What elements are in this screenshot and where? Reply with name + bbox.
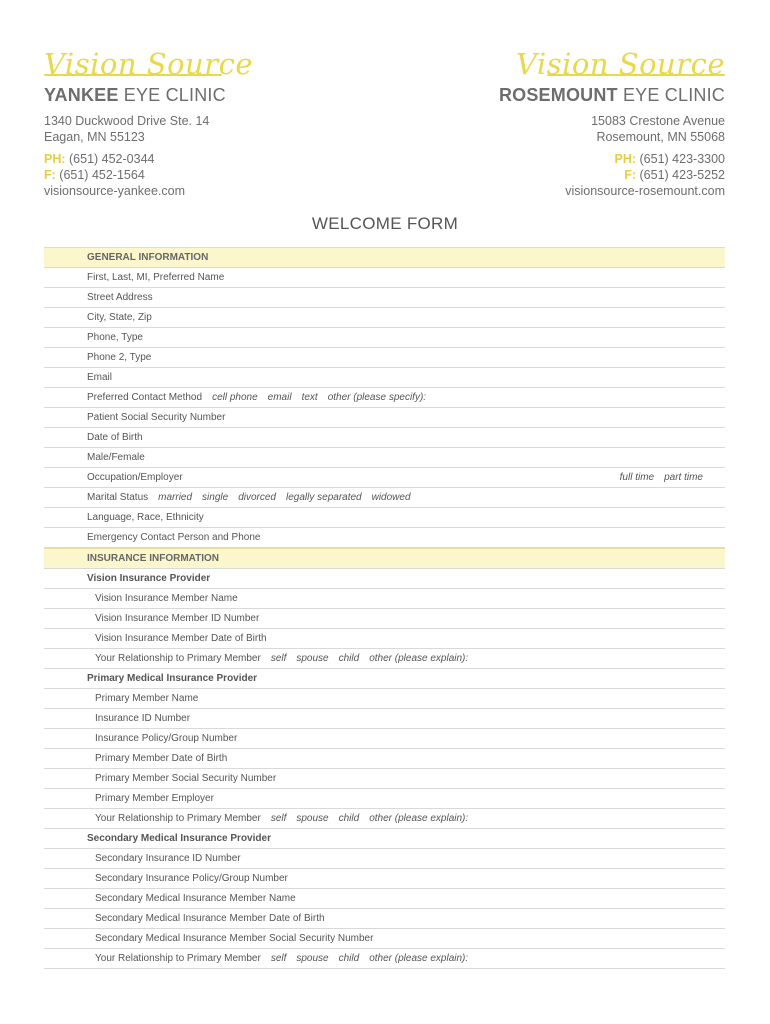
website: visionsource-rosemount.com	[565, 184, 725, 198]
phone-line	[425, 151, 725, 167]
form-row-vision-member-name[interactable]	[44, 589, 725, 609]
field-label: Vision Insurance Member Name	[95, 593, 238, 604]
field-label: Vision Insurance Provider	[87, 573, 211, 584]
fax-label: F:	[624, 168, 637, 182]
form-row-sex[interactable]	[44, 448, 725, 468]
form-row-occupation[interactable]	[44, 468, 725, 488]
field-label: Patient Social Security Number	[87, 412, 226, 423]
form-row-secondary-member-name[interactable]	[44, 889, 725, 909]
form-title: WELCOME FORM	[311, 214, 459, 233]
phone-line	[44, 151, 344, 167]
yankee-clinic-header	[44, 48, 344, 199]
option-self[interactable]: self	[270, 653, 287, 664]
option-widowed[interactable]: widowed	[371, 492, 411, 503]
section-header-label: GENERAL INFORMATION	[87, 252, 209, 263]
vision-source-logo	[44, 48, 344, 82]
clinic-contact	[44, 151, 344, 199]
option-other[interactable]: other (please explain):	[369, 653, 469, 664]
section-header-general	[44, 247, 725, 268]
option-divorced[interactable]: divorced	[238, 492, 276, 503]
welcome-form	[44, 247, 725, 969]
form-row-phone2[interactable]	[44, 348, 725, 368]
field-label: Primary Member Name	[95, 693, 199, 704]
form-row-secondary-id[interactable]	[44, 849, 725, 869]
form-row-secondary-ssn[interactable]	[44, 929, 725, 949]
form-row-primary-relationship[interactable]	[44, 809, 725, 829]
field-label: Secondary Medical Insurance Provider	[87, 833, 271, 844]
address-line-1: 15083 Crestone Avenue	[591, 114, 725, 128]
field-label: Your Relationship to Primary Member	[95, 653, 261, 664]
option-part-time[interactable]: part time	[664, 472, 703, 483]
field-label: Secondary Medical Insurance Member Social Security Number	[95, 933, 374, 944]
field-label-with-options	[87, 488, 411, 507]
field-label-with-options	[95, 949, 468, 968]
field-label: Primary Member Employer	[95, 793, 214, 804]
field-label: Male/Female	[87, 452, 145, 463]
form-row-ssn[interactable]	[44, 408, 725, 428]
field-label: First, Last, MI, Preferred Name	[87, 272, 225, 283]
field-label: Insurance ID Number	[95, 713, 191, 724]
option-other[interactable]: other (please specify):	[327, 392, 427, 403]
fax-number: (651) 452-1564	[55, 168, 145, 182]
field-label: Vision Insurance Member ID Number	[95, 613, 260, 624]
form-row-vision-member-id[interactable]	[44, 609, 725, 629]
option-self[interactable]: self	[270, 953, 287, 964]
option-spouse[interactable]: spouse	[296, 953, 329, 964]
field-label: City, State, Zip	[87, 312, 152, 323]
form-row-secondary-policy[interactable]	[44, 869, 725, 889]
option-full-time[interactable]: full time	[619, 472, 655, 483]
address-line-2: Rosemount, MN 55068	[596, 130, 725, 144]
field-label: Secondary Medical Insurance Member Name	[95, 893, 296, 904]
field-label: Secondary Medical Insurance Member Date of Birth	[95, 913, 325, 924]
form-row-city[interactable]	[44, 308, 725, 328]
field-label: Primary Member Social Security Number	[95, 773, 277, 784]
field-label-with-options	[95, 809, 468, 828]
field-label: Primary Member Date of Birth	[95, 753, 228, 764]
field-label: Phone 2, Type	[87, 352, 152, 363]
field-label: Primary Medical Insurance Provider	[87, 673, 258, 684]
fax-line	[44, 167, 344, 183]
option-child[interactable]: child	[338, 653, 360, 664]
clinic-name-bold: ROSEMOUNT	[498, 85, 618, 105]
field-label-with-options	[87, 388, 426, 407]
clinic-name	[425, 84, 725, 106]
form-row-street[interactable]	[44, 288, 725, 308]
form-row-name[interactable]	[44, 268, 725, 288]
clinic-name-rest: EYE CLINIC	[617, 85, 725, 105]
field-label: Date of Birth	[87, 432, 143, 443]
marital-options	[148, 492, 410, 503]
field-label: Preferred Contact Method	[87, 392, 203, 403]
phone-label: PH:	[44, 152, 66, 166]
vision-source-logo	[425, 48, 725, 82]
logo-wordmark: Vision Source	[516, 47, 725, 81]
website: visionsource-yankee.com	[44, 184, 186, 198]
form-row-vision-provider[interactable]	[44, 569, 725, 589]
section-header-insurance	[44, 548, 725, 569]
relationship-options	[261, 653, 468, 664]
phone-number: (651) 452-0344	[65, 152, 155, 166]
form-row-marital[interactable]	[44, 488, 725, 508]
rosemount-clinic-header	[425, 48, 725, 199]
relationship-options	[261, 953, 468, 964]
form-row-secondary-relationship[interactable]	[44, 949, 725, 969]
field-label: Insurance Policy/Group Number	[95, 733, 238, 744]
field-label: Secondary Insurance ID Number	[95, 853, 241, 864]
fax-line	[425, 167, 725, 183]
field-label: Your Relationship to Primary Member	[95, 953, 261, 964]
section-header-label: INSURANCE INFORMATION	[87, 553, 220, 564]
phone-label: PH:	[614, 152, 637, 166]
fax-label: F:	[44, 168, 56, 182]
form-row-primary-employer[interactable]	[44, 789, 725, 809]
field-label: Email	[87, 372, 113, 383]
employment-options	[610, 468, 703, 487]
form-row-contact-method[interactable]	[44, 388, 725, 408]
form-row-primary-policy[interactable]	[44, 729, 725, 749]
form-row-language[interactable]	[44, 508, 725, 528]
form-row-secondary-dob[interactable]	[44, 909, 725, 929]
phone-number: (651) 423-3300	[636, 152, 725, 166]
field-label: Language, Race, Ethnicity	[87, 512, 204, 523]
address-line-2: Eagan, MN 55123	[44, 130, 145, 144]
option-spouse[interactable]: spouse	[296, 653, 329, 664]
option-child[interactable]: child	[338, 953, 360, 964]
field-label: Phone, Type	[87, 332, 143, 343]
form-row-secondary-provider[interactable]	[44, 829, 725, 849]
field-label: Secondary Insurance Policy/Group Number	[95, 873, 288, 884]
clinic-contact	[425, 151, 725, 199]
form-row-primary-provider[interactable]	[44, 669, 725, 689]
address-line-1: 1340 Duckwood Drive Ste. 14	[44, 114, 210, 128]
clinic-address	[425, 113, 725, 145]
field-label: Occupation/Employer	[87, 472, 183, 483]
field-label: Your Relationship to Primary Member	[95, 813, 261, 824]
option-other[interactable]: other (please explain):	[369, 813, 469, 824]
clinic-name	[44, 84, 344, 106]
form-row-vision-relationship[interactable]	[44, 649, 725, 669]
contact-options	[202, 392, 426, 403]
clinic-name-rest: EYE CLINIC	[118, 85, 226, 105]
option-married[interactable]: married	[158, 492, 193, 503]
fax-number: (651) 423-5252	[636, 168, 725, 182]
clinic-name-bold: YANKEE	[44, 85, 119, 105]
option-child[interactable]: child	[338, 813, 360, 824]
clinic-address	[44, 113, 344, 145]
field-label: Vision Insurance Member Date of Birth	[95, 633, 267, 644]
form-row-primary-dob[interactable]	[44, 749, 725, 769]
option-legally-separated[interactable]: legally separated	[286, 492, 362, 503]
option-cell-phone[interactable]: cell phone	[212, 392, 258, 403]
option-text[interactable]: text	[301, 392, 318, 403]
option-email[interactable]: email	[267, 392, 292, 403]
field-label: Emergency Contact Person and Phone	[87, 532, 261, 543]
relationship-options	[261, 813, 468, 824]
field-label-with-options	[95, 649, 468, 668]
field-label: Marital Status	[87, 492, 149, 503]
option-self[interactable]: self	[270, 813, 287, 824]
form-row-vision-member-dob[interactable]	[44, 629, 725, 649]
form-row-primary-id[interactable]	[44, 709, 725, 729]
logo-wordmark: Vision Source	[44, 47, 253, 81]
form-row-dob[interactable]	[44, 428, 725, 448]
option-other[interactable]: other (please explain):	[369, 953, 469, 964]
form-row-primary-member-name[interactable]	[44, 689, 725, 709]
form-row-phone[interactable]	[44, 328, 725, 348]
field-label: Street Address	[87, 292, 153, 303]
form-row-emergency[interactable]	[44, 528, 725, 548]
form-row-primary-ssn[interactable]	[44, 769, 725, 789]
option-single[interactable]: single	[202, 492, 229, 503]
option-spouse[interactable]: spouse	[296, 813, 329, 824]
form-row-email[interactable]	[44, 368, 725, 388]
